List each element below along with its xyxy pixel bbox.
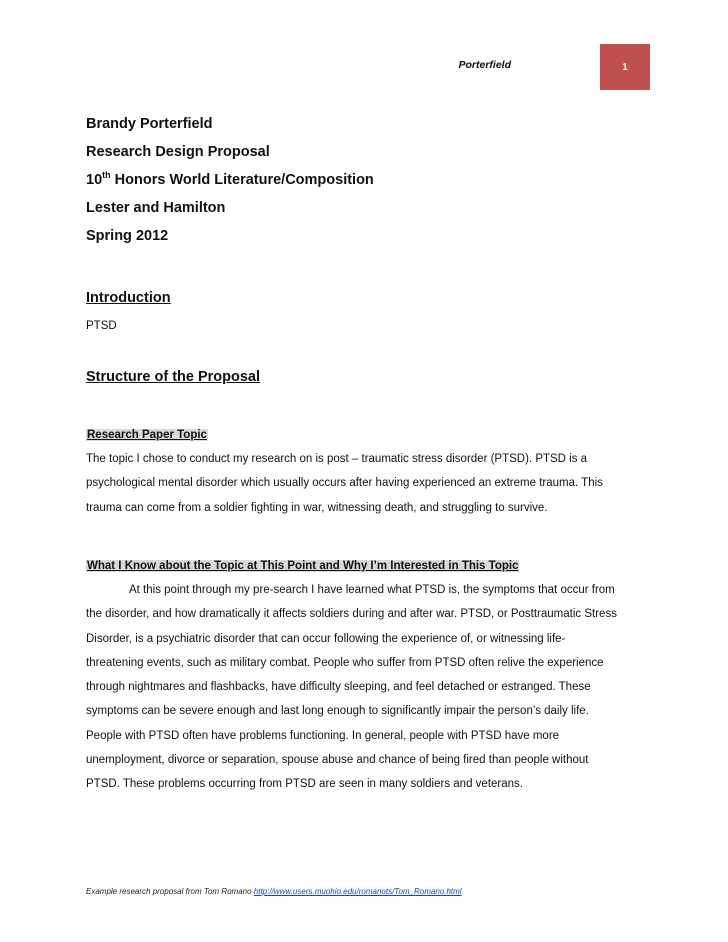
paragraph-line: threatening events, such as military combat. People who suffer from PTSD often relive the experience bbox=[86, 656, 604, 669]
paragraph-line: unemployment, divorce or separation, spouse abuse and chance of being fired than people without bbox=[86, 754, 589, 767]
page-header bbox=[0, 44, 648, 88]
paragraph-line: People with PTSD often have problems functioning. In general, people with PTSD have more bbox=[86, 729, 560, 742]
topic-paragraph bbox=[86, 447, 646, 520]
page-number: 1 bbox=[622, 62, 628, 73]
author-name: Brandy Porterfield bbox=[86, 116, 213, 132]
introduction-text: PTSD bbox=[86, 320, 117, 332]
grade-number: 10 bbox=[86, 172, 103, 188]
grade-suffix: th bbox=[102, 170, 111, 181]
document-heading bbox=[86, 110, 646, 250]
paragraph-line: At this point through my pre-search I have learned what PTSD is, the symptoms that occur from bbox=[129, 584, 615, 596]
paragraph-line: symptoms can be severe enough and last long enough to significantly impair the person’s daily life. bbox=[86, 705, 589, 718]
teachers: Lester and Hamilton bbox=[86, 200, 226, 216]
know-section-title: What I Know about the Topic at This Point and Why I’m Interested in This Topic bbox=[87, 560, 519, 572]
topic-section-title: Research Paper Topic bbox=[87, 429, 207, 441]
footer-link[interactable]: http://www.users.muohio.edu/romanots/Tom_Romano.html bbox=[253, 887, 462, 896]
paragraph-line: trauma can come from a soldier fighting in war, witnessing death, and struggling to survive. bbox=[86, 501, 548, 514]
page-number-tab bbox=[600, 44, 649, 58]
header-author-name: Porterfield bbox=[458, 59, 511, 71]
footer-text: Example research proposal from Tom Romano bbox=[86, 887, 254, 896]
document-title: Research Design Proposal bbox=[86, 144, 270, 160]
structure-title: Structure of the Proposal bbox=[86, 369, 261, 385]
introduction-title: Introduction bbox=[86, 290, 171, 306]
paragraph-line: the disorder, and how dramatically it affects soldiers during and after war. PTSD, or Posttraumatic Stress bbox=[86, 608, 617, 621]
know-paragraph bbox=[86, 578, 646, 797]
course-line bbox=[86, 166, 646, 194]
term: Spring 2012 bbox=[86, 228, 169, 244]
paragraph-line: through nightmares and flashbacks, have difficulty sleeping, and feel detached or estranged. These bbox=[86, 681, 591, 694]
page-footer bbox=[86, 887, 462, 896]
paragraph-line: Disorder, is a psychiatric disorder that can occur following the experience of, or witnessing life- bbox=[86, 632, 566, 645]
paragraph-line: The topic I chose to conduct my research on is post – traumatic stress disorder (PTSD). PTSD is a bbox=[86, 453, 588, 465]
paragraph-line: PTSD. These problems occurring from PTSD are seen in many soldiers and veterans. bbox=[86, 778, 523, 791]
paragraph-line: psychological mental disorder which usually occurs after having experienced an extreme trauma. This bbox=[86, 477, 603, 490]
page-number-box bbox=[600, 44, 650, 90]
course-name: Honors World Literature/Composition bbox=[110, 172, 374, 188]
